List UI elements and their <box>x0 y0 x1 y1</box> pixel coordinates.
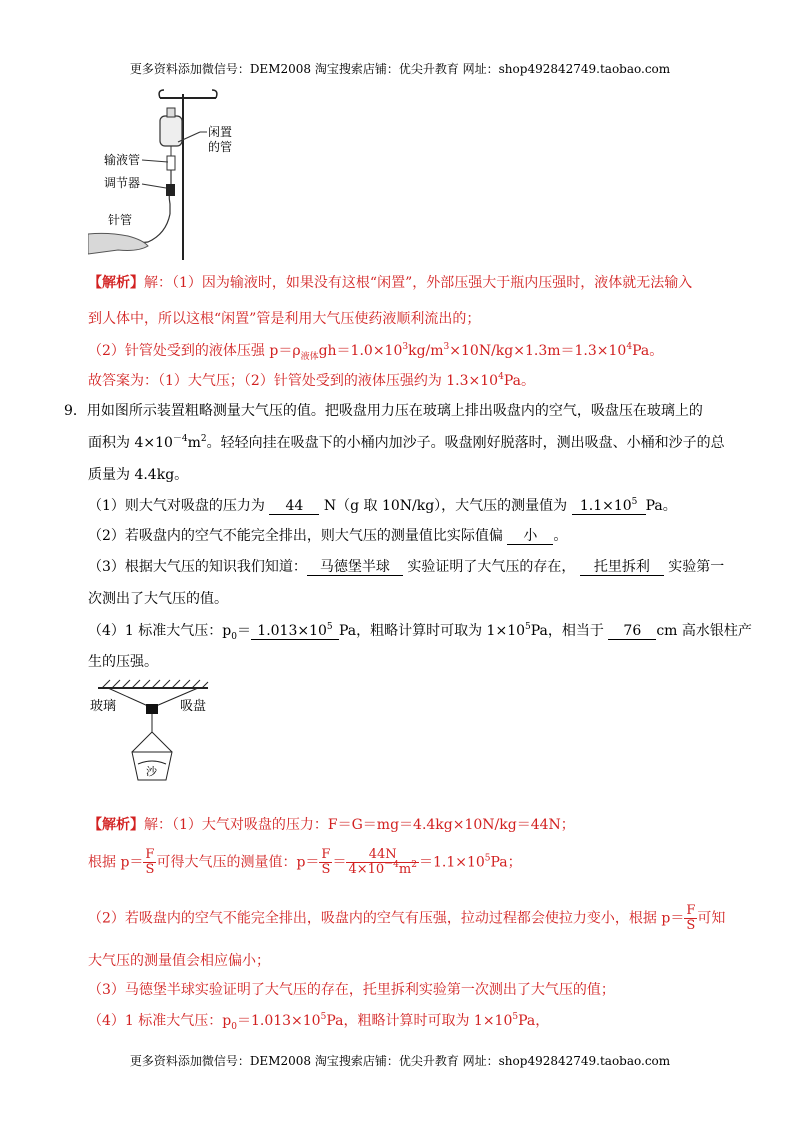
page-footer: 更多资料添加微信号：DEM2008 淘宝搜索店铺：优尖升教育 网址：shop492842749.taobao.com <box>129 1054 671 1068</box>
answer-standard-pressure: $1.013\times 10^5$ <box>251 623 339 640</box>
fraction-f-s: $\frac{F}{S}$ <box>145 847 155 877</box>
label-glass: 玻璃 <box>90 699 117 714</box>
sol1-line2: 到人体中，所以这根“闲置”管是利用大气压使药液顺利流出的； <box>88 311 481 327</box>
hand <box>88 233 148 254</box>
suction-cup <box>146 704 158 714</box>
q9-sub4-cont: 生的压强。 <box>88 654 158 670</box>
fraction-calc: $\frac{44N}{4\times 10^{-4}m^2}$ <box>348 847 417 877</box>
fraction-f-s-2: $\frac{F}{S}$ <box>321 847 331 877</box>
iv-drip-figure <box>88 84 258 264</box>
q9-sub3-cont: 次测出了大气压的值。 <box>88 591 228 607</box>
fraction-f-s-3: $\frac{F}{S}$ <box>686 903 696 933</box>
regulator <box>166 184 175 196</box>
q9-sub1: （1）则大气对吸盘的压力为 44 N（g 取 10N/kg），大气压的测量值为 $1.1\times 10^5$ Pa。 <box>88 497 677 514</box>
sol2-line2: 根据 p＝ $\frac{F}{S}$ 可得大气压的测量值：p＝ $\frac{F}{S}$ ＝ $\frac{44N}{4\times 10^{-4}m^2}$ $=1.1\times 10^5Pa$； <box>88 847 522 877</box>
answer-76: 76 <box>608 623 656 640</box>
answer-torricelli: 托里拆利 <box>580 559 664 576</box>
label-tube: 输液管 <box>104 153 141 167</box>
label-needle: 针管 <box>108 213 133 227</box>
suction-cup-figure <box>88 676 218 796</box>
answer-magdeburg: 马德堡半球 <box>307 559 403 576</box>
sol2-line6: （4）1 标准大气压：$p_0=1.013\times 10^5Pa$，粗略计算时可取为 $1\times 10^5Pa$， <box>88 1012 550 1032</box>
answer-44: 44 <box>269 498 319 515</box>
label-cup: 吸盘 <box>180 699 207 714</box>
q9-sub2: （2）若吸盘内的空气不能完全排出，则大气压的测量值比实际值偏 小 。 <box>88 528 568 544</box>
sol2-line3: （2）若吸盘内的空气不能完全排出，吸盘内的空气有压强，拉动过程都会使拉力变小，根据 p＝ $\frac{F}{S}$ 可知 <box>88 903 726 933</box>
sol1-line3: （2）针管处受到的液体压强 $p=\rho_{液体}gh=1.0\times 10^3kg/m^3\times 10N/kg\times 1.3m=1.3\times 10^4Pa$。 <box>88 342 664 362</box>
q9-line1: 9．用如图所示装置粗略测量大气压的值。把吸盘用力压在玻璃上排出吸盘内的空气，吸盘压在玻璃上的 <box>64 403 703 419</box>
q9-line3: 质量为 4.4kg。 <box>88 467 189 483</box>
sol1-answer: 故答案为：（1）大气压；（2）针管处受到的液体压强约为 $1.3\times 10^4Pa$。 <box>88 372 535 389</box>
q9-sub3: （3）根据大气压的知识我们知道： 马德堡半球 实验证明了大气压的存在， 托里拆利 实验第一 <box>88 559 725 575</box>
sol1-line1: 【解析】解：（1）因为输液时，如果没有这根“闲置”，外部压强大于瓶内压强时，液体就无法输入 <box>88 275 693 291</box>
label-sand: 沙 <box>146 765 157 778</box>
sol2-line1: 【解析】解：（1）大气对吸盘的压力：F＝G＝mg＝4.4kg×10N/kg＝44N； <box>88 817 575 833</box>
answer-small: 小 <box>507 528 553 545</box>
answer-pressure: $1.1\times 10^5$ <box>572 498 646 515</box>
label-regulator: 调节器 <box>104 176 141 190</box>
sol2-line4: 大气压的测量值会相应偏小； <box>88 953 270 969</box>
page-header: 更多资料添加微信号：DEM2008 淘宝搜索店铺：优尖升教育 网址：shop492842749.taobao.com <box>129 62 671 76</box>
q9-sub4: （4）1 标准大气压：$p_0= 1.013\times 10^5$ Pa，粗略计算时可取为 $1\times 10^5Pa$，相当于 76 cm 高水银柱产 <box>88 622 752 642</box>
sol2-line5: （3）马德堡半球实验证明了大气压的存在，托里拆利实验第一次测出了大气压的值； <box>88 982 615 998</box>
label-vent2: 的管 <box>208 140 233 154</box>
q9-line2: 面积为 $4\times 10^{-4}m^2$。轻轻向挂在吸盘下的小桶内加沙子。吸盘刚好脱落时，测出吸盘、小桶和沙子的总 <box>88 434 725 451</box>
label-vent: 闲置 <box>208 125 233 139</box>
